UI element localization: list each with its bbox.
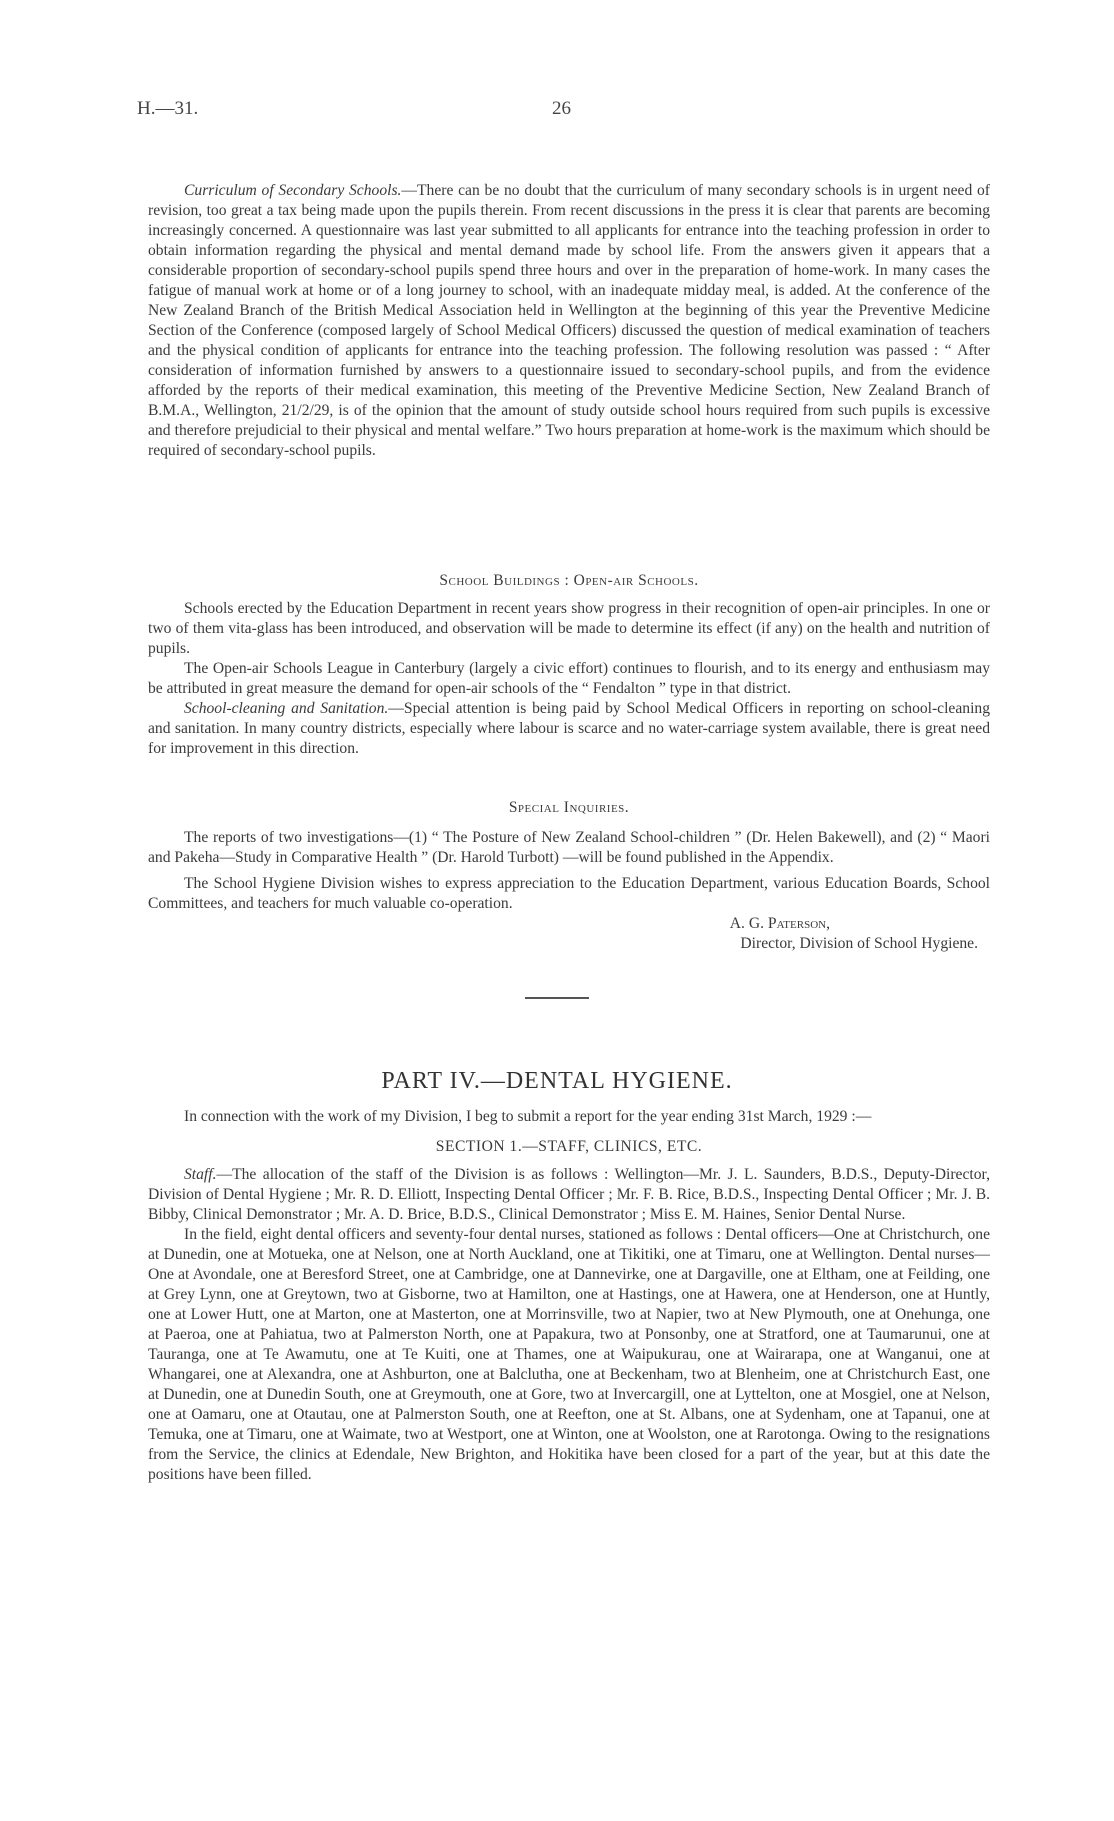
signatory-title: Director, Division of School Hygiene.	[740, 935, 978, 952]
sanitation-text: —Special attention is being paid by School Medical Officers in reporting on school-cleaning and sanitation. In many country districts, especially where labour is scarce and no water-carriage system available, there is great need for improvement in this direction.	[148, 700, 991, 757]
staff-heading: Staff.	[184, 1166, 217, 1183]
section-divider	[525, 997, 589, 999]
sanitation-heading: School-cleaning and Sanitation.	[184, 700, 389, 717]
dental-intro-paragraph: In connection with the work of my Division, I beg to submit a report for the year ending 31st March, 1929 :—	[184, 1108, 872, 1125]
signature-block	[148, 914, 990, 954]
curriculum-paragraph	[148, 181, 990, 461]
staff-paragraph	[148, 1165, 990, 1225]
page-number: 26	[552, 98, 571, 119]
curriculum-text: —There can be no doubt that the curriculum of many secondary schools is in urgent need of revision, too great a tax being made upon the pupils therein. From recent discussions in the press it is clear that parents are becoming increasingly concerned. A questionnaire was last year submitted to all applicants for entrance into the teaching profession in order to obtain information regarding the physical and mental demand made by school life. From the answers given it appears that a considerable proportion of secondary-school pupils spend three hours and over in the preparation of home-work. In many cases the fatigue of manual work at home or of a long journey to school, with an inadequate midday meal, is added. At the conference of the New Zealand Branch of the British Medical Association held in Wellington at the beginning of this year the Preventive Medicine Section of the Conference (composed largely of School Medical Officers) discussed the question of medical examination of teachers and the physical condition of applicants for entrance into the teaching profession. The following resolution was passed : “ After consideration of information furnished by answers to a questionnaire issued to secondary-school pupils, and from the evidence afforded by the reports of their medical examination, this meeting of the Preventive Medicine Section, New Zealand Branch of B.M.A., Wellington, 21/2/29, is of the opinion that the amount of study outside school hours required from such pupils is excessive and therefore prejudicial to their physical and mental welfare.” Two hours preparation at home-work is the maximum which should be required of secondary-school pupils.	[148, 182, 990, 459]
special-inquiries-heading: Special Inquiries.	[508, 799, 630, 816]
field-staff-paragraph: In the field, eight dental officers and seventy-four dental nurses, stationed as follows : Dental officers—One at Christchurch, one at Dunedin, one at Motueka, one at Nelson, one at North Auckland, one at Tikitiki, one at Timaru, one at Wellington. Dental nurses—One at Avondale, one at Beresford Street, one at Cambridge, one at Dannevirke, one at Dargaville, one at Eltham, one at Feilding, one at Grey Lynn, one at Greytown, two at Gisborne, two at Hamilton, one at Hastings, one at Hawera, one at Henderson, one at Huntly, one at Lower Hutt, one at Marton, one at Masterton, one at Morrinsville, two at Napier, two at New Plymouth, one at Onehunga, one at Paeroa, one at Pahiatua, two at Palmerston North, one at Papakura, two at Ponsonby, one at Stratford, one at Taumarunui, one at Tauranga, one at Te Awamutu, one at Te Kuiti, one at Thames, one at Waipukurau, one at Wairarapa, one at Wanganui, one at Whangarei, one at Alexandra, one at Ashburton, one at Balclutha, one at Beckenham, two at Blenheim, one at Christchurch East, one at Dunedin, one at Dunedin South, one at Greymouth, one at Gore, two at Invercargill, one at Lyttelton, one at Mosgiel, one at Nelson, one at Oamaru, one at Otautau, one at Palmerston South, one at Reefton, one at St. Albans, one at Sydenham, one at Tapanui, one at Temuka, one at Timaru, one at Waimate, two at Westport, one at Winton, one at Woolston, one at Rarotonga. Owing to the resignations from the Service, the clinics at Edendale, New Brighton, and Hokitika have been closed for a part of the year, but at this date the positions have been filled.	[148, 1226, 990, 1483]
document-reference: H.—31.	[137, 98, 199, 119]
curriculum-heading: Curriculum of Secondary Schools.	[184, 182, 402, 199]
part-iv-title: PART IV.—DENTAL HYGIENE.	[381, 1068, 733, 1094]
section-1-heading: SECTION 1.—STAFF, CLINICS, ETC.	[435, 1138, 703, 1155]
staff-text: —The allocation of the staff of the Division is as follows : Wellington—Mr. J. L. Saunders, B.D.S., Deputy-Director, Division of Dental Hygiene ; Mr. R. D. Elliott, Inspecting Dental Officer ; Mr. F. B. Rice, B.D.S., Inspecting Dental Officer ; Mr. J. B. Bibby, Clinical Demonstrator ; Mr. A. D. Brice, B.D.S., Clinical Demonstrator ; Miss E. M. Haines, Senior Dental Nurse.	[148, 1166, 990, 1223]
open-air-paragraph-1: Schools erected by the Education Department in recent years show progress in their recognition of open-air principles. In one or two of them vita-glass has been introduced, and observation will be made to determine its effect (if any) on the health and nutrition of pupils.	[148, 600, 990, 657]
school-buildings-section	[148, 571, 990, 759]
signatory-name: A. G. Paterson,	[729, 915, 830, 932]
inquiries-paragraph: The reports of two investigations—(1) “ The Posture of New Zealand School-children ” (Dr. Helen Bakewell), and (2) “ Maori and Pakeha—Study in Comparative Health ” (Dr. Harold Turbott) —will be found published in the Appendix.	[148, 829, 990, 866]
sanitation-paragraph	[148, 699, 990, 759]
dental-hygiene-section	[148, 1107, 990, 1485]
appreciation-paragraph: The School Hygiene Division wishes to express appreciation to the Education Department, various Education Boards, School Committees, and teachers for much valuable co-operation.	[148, 875, 990, 912]
curriculum-section	[148, 181, 990, 461]
open-air-paragraph-2: The Open-air Schools League in Canterbury (largely a civic effort) continues to flourish, and to its energy and enthusiasm may be attributed in great measure the demand for open-air schools of the “ Fendalton ” type in that district.	[148, 660, 990, 697]
special-inquiries-section	[148, 798, 990, 954]
page-header	[137, 98, 987, 128]
school-buildings-heading: School Buildings : Open-air Schools.	[439, 572, 699, 589]
